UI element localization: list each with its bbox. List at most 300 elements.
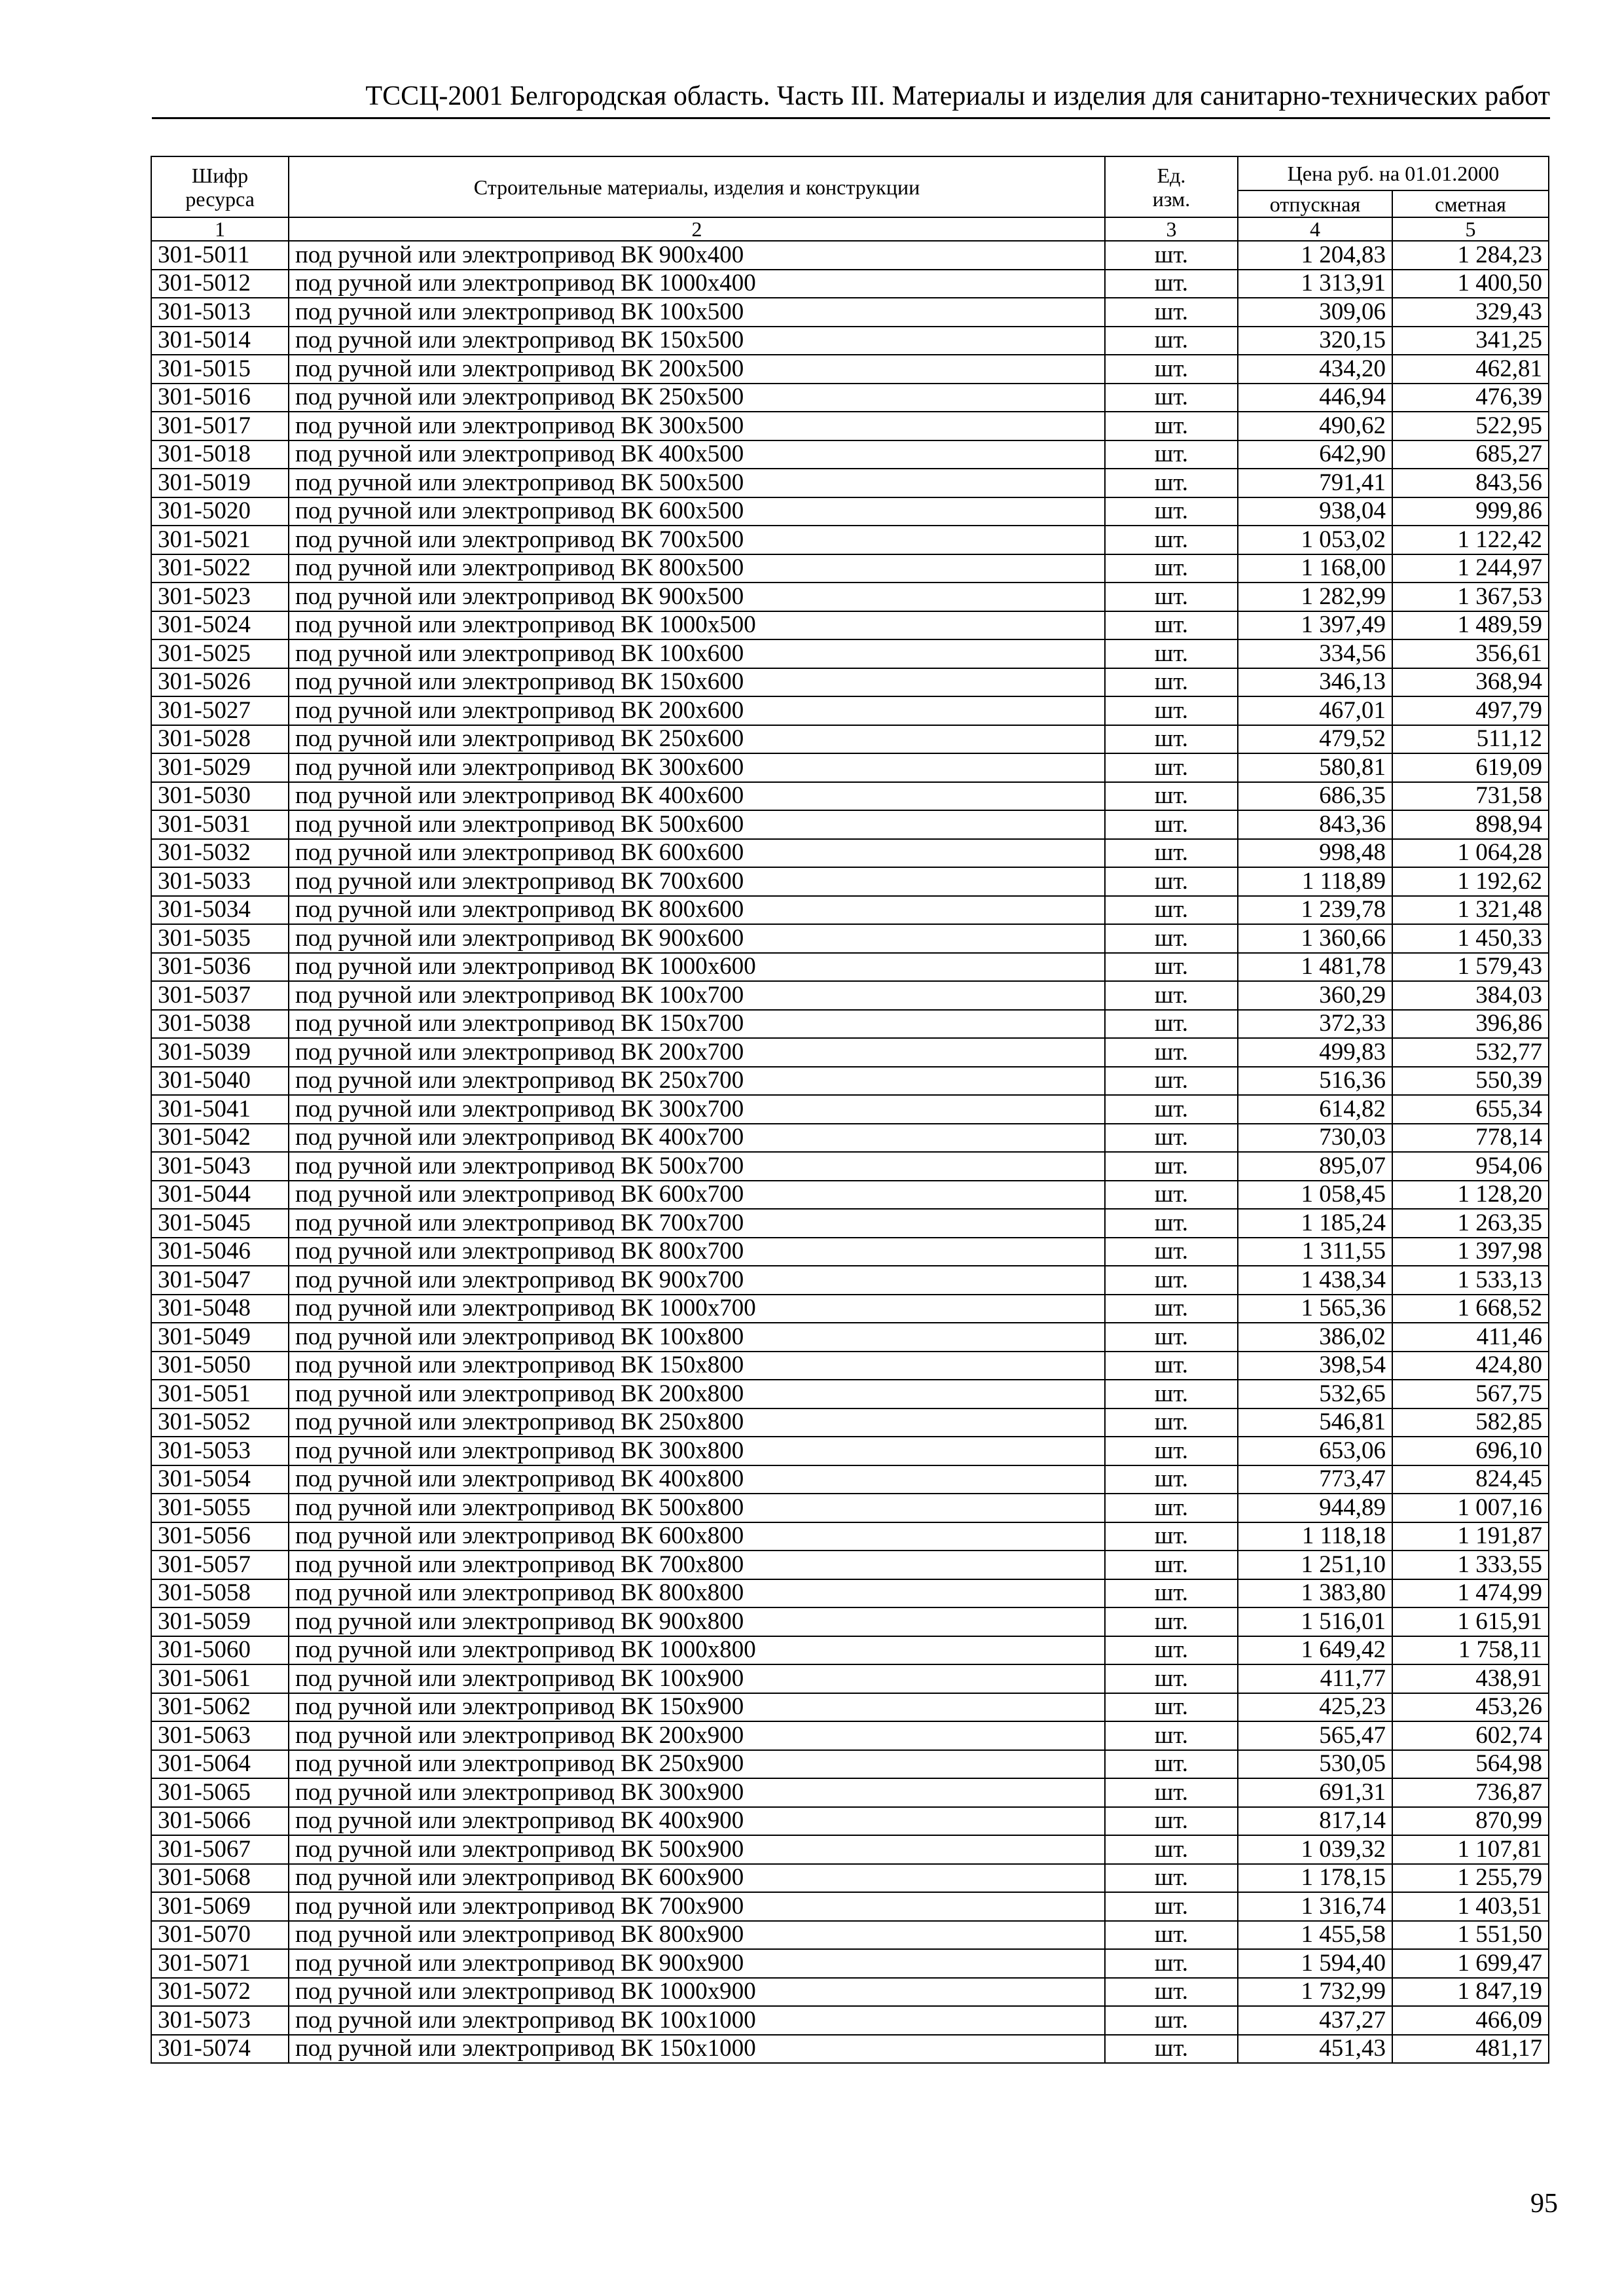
resource-code-cell: 301-5051 (151, 1380, 289, 1408)
material-name-cell: под ручной или электропривод ВК 500х800 (289, 1494, 1105, 1522)
release-price-cell: 530,05 (1238, 1750, 1392, 1779)
table-row (151, 1721, 1549, 1750)
unit-cell: шт. (1105, 1551, 1238, 1579)
table-row (151, 725, 1549, 754)
release-price-cell: 467,01 (1238, 696, 1392, 725)
estimate-price-cell: 424,80 (1392, 1352, 1549, 1380)
resource-code-cell: 301-5069 (151, 1892, 289, 1921)
table-row (151, 1864, 1549, 1893)
resource-code-cell: 301-5055 (151, 1494, 289, 1522)
header-divider (152, 117, 1550, 119)
estimate-price-cell: 602,74 (1392, 1721, 1549, 1750)
table-row (151, 611, 1549, 640)
release-price-cell: 1 311,55 (1238, 1238, 1392, 1266)
estimate-price-cell: 1 668,52 (1392, 1295, 1549, 1323)
resource-code-cell: 301-5040 (151, 1067, 289, 1096)
estimate-price-cell: 384,03 (1392, 981, 1549, 1010)
resource-code-cell: 301-5057 (151, 1551, 289, 1579)
estimate-price-cell: 1 107,81 (1392, 1835, 1549, 1864)
material-name-cell: под ручной или электропривод ВК 250х800 (289, 1408, 1105, 1437)
estimate-price-cell: 1 758,11 (1392, 1636, 1549, 1665)
resource-code-cell: 301-5063 (151, 1721, 289, 1750)
release-price-cell: 1 282,99 (1238, 583, 1392, 611)
resource-code-cell: 301-5056 (151, 1522, 289, 1551)
estimate-price-cell: 1 489,59 (1392, 611, 1549, 640)
unit-cell: шт. (1105, 1295, 1238, 1323)
table-row (151, 1295, 1549, 1323)
table-row (151, 1038, 1549, 1067)
unit-cell: шт. (1105, 1636, 1238, 1665)
release-price-cell: 532,65 (1238, 1380, 1392, 1408)
unit-cell: шт. (1105, 1209, 1238, 1238)
release-price-cell: 309,06 (1238, 298, 1392, 327)
resource-code-cell: 301-5073 (151, 2006, 289, 2035)
estimate-price-cell: 1 333,55 (1392, 1551, 1549, 1579)
resource-code-cell: 301-5011 (151, 241, 289, 270)
resource-code-cell: 301-5044 (151, 1181, 289, 1210)
estimate-price-cell: 1 244,97 (1392, 554, 1549, 583)
estimate-price-cell: 1 128,20 (1392, 1181, 1549, 1210)
table-row (151, 1152, 1549, 1181)
release-price-cell: 499,83 (1238, 1038, 1392, 1067)
release-price-cell: 1 053,02 (1238, 526, 1392, 554)
table-row (151, 1095, 1549, 1124)
estimate-price-cell: 522,95 (1392, 412, 1549, 440)
table-row (151, 583, 1549, 611)
unit-cell: шт. (1105, 782, 1238, 811)
unit-cell: шт. (1105, 1408, 1238, 1437)
resource-code-cell: 301-5049 (151, 1323, 289, 1352)
release-price-cell: 1 481,78 (1238, 953, 1392, 982)
material-name-cell: под ручной или электропривод ВК 700х800 (289, 1551, 1105, 1579)
table-row (151, 469, 1549, 497)
unit-cell: шт. (1105, 412, 1238, 440)
resource-code-cell: 301-5016 (151, 384, 289, 412)
table-row (151, 1693, 1549, 1722)
material-name-cell: под ручной или электропривод ВК 250х500 (289, 384, 1105, 412)
table-row (151, 1551, 1549, 1579)
resource-code-cell: 301-5029 (151, 753, 289, 782)
unit-cell: шт. (1105, 839, 1238, 868)
column-header-estimate-price: сметная (1392, 190, 1549, 217)
unit-cell: шт. (1105, 611, 1238, 640)
resource-code-cell: 301-5048 (151, 1295, 289, 1323)
column-header-price-group: Цена руб. на 01.01.2000 (1238, 156, 1549, 190)
material-name-cell: под ручной или электропривод ВК 900х800 (289, 1607, 1105, 1636)
release-price-cell: 386,02 (1238, 1323, 1392, 1352)
table-row (151, 1664, 1549, 1693)
table-row (151, 2035, 1549, 2064)
estimate-price-cell: 1 192,62 (1392, 867, 1549, 896)
estimate-price-cell: 1 263,35 (1392, 1209, 1549, 1238)
release-price-cell: 1 438,34 (1238, 1266, 1392, 1295)
release-price-cell: 691,31 (1238, 1778, 1392, 1807)
release-price-cell: 1 251,10 (1238, 1551, 1392, 1579)
unit-cell: шт. (1105, 1380, 1238, 1408)
unit-cell: шт. (1105, 810, 1238, 839)
table-row (151, 696, 1549, 725)
unit-cell: шт. (1105, 924, 1238, 953)
resource-code-cell: 301-5066 (151, 1807, 289, 1836)
release-price-cell: 434,20 (1238, 355, 1392, 384)
resource-code-cell: 301-5043 (151, 1152, 289, 1181)
table-row (151, 1380, 1549, 1408)
release-price-cell: 938,04 (1238, 497, 1392, 526)
resource-code-cell: 301-5036 (151, 953, 289, 982)
table-row (151, 1465, 1549, 1494)
resource-code-cell: 301-5034 (151, 896, 289, 925)
table-row (151, 1124, 1549, 1153)
unit-cell: шт. (1105, 668, 1238, 697)
release-price-cell: 1 185,24 (1238, 1209, 1392, 1238)
unit-cell: шт. (1105, 1864, 1238, 1893)
material-name-cell: под ручной или электропривод ВК 1000х800 (289, 1636, 1105, 1665)
release-price-cell: 451,43 (1238, 2035, 1392, 2064)
table-row (151, 1949, 1549, 1978)
material-name-cell: под ручной или электропривод ВК 400х900 (289, 1807, 1105, 1836)
table-row (151, 1892, 1549, 1921)
unit-cell: шт. (1105, 1323, 1238, 1352)
unit-cell: шт. (1105, 1067, 1238, 1096)
unit-cell: шт. (1105, 1437, 1238, 1465)
resource-code-cell: 301-5060 (151, 1636, 289, 1665)
material-name-cell: под ручной или электропривод ВК 250х900 (289, 1750, 1105, 1779)
unit-cell: шт. (1105, 2006, 1238, 2035)
unit-cell: шт. (1105, 1181, 1238, 1210)
release-price-cell: 1 118,89 (1238, 867, 1392, 896)
unit-cell: шт. (1105, 1921, 1238, 1950)
resource-code-cell: 301-5037 (151, 981, 289, 1010)
table-row (151, 1209, 1549, 1238)
price-table-body (151, 241, 1549, 2063)
unit-cell: шт. (1105, 583, 1238, 611)
estimate-price-cell: 843,56 (1392, 469, 1549, 497)
page-number: 95 (1530, 2189, 1558, 2219)
unit-cell: шт. (1105, 384, 1238, 412)
estimate-price-cell: 356,61 (1392, 639, 1549, 668)
release-price-cell: 580,81 (1238, 753, 1392, 782)
resource-code-cell: 301-5015 (151, 355, 289, 384)
unit-cell: шт. (1105, 1807, 1238, 1836)
material-name-cell: под ручной или электропривод ВК 900х900 (289, 1949, 1105, 1978)
column-number: 5 (1392, 217, 1549, 241)
estimate-price-cell: 1 007,16 (1392, 1494, 1549, 1522)
material-name-cell: под ручной или электропривод ВК 200х500 (289, 355, 1105, 384)
table-row (151, 1437, 1549, 1465)
release-price-cell: 642,90 (1238, 440, 1392, 469)
estimate-price-cell: 481,17 (1392, 2035, 1549, 2064)
release-price-cell: 411,77 (1238, 1664, 1392, 1693)
release-price-cell: 1 732,99 (1238, 1978, 1392, 2007)
unit-cell: шт. (1105, 497, 1238, 526)
table-row (151, 1494, 1549, 1522)
resource-code-cell: 301-5035 (151, 924, 289, 953)
material-name-cell: под ручной или электропривод ВК 600х900 (289, 1864, 1105, 1893)
column-number: 2 (289, 217, 1105, 241)
material-name-cell: под ручной или электропривод ВК 400х700 (289, 1124, 1105, 1153)
resource-code-cell: 301-5046 (151, 1238, 289, 1266)
estimate-price-cell: 1 579,43 (1392, 953, 1549, 982)
estimate-price-cell: 954,06 (1392, 1152, 1549, 1181)
table-row (151, 1323, 1549, 1352)
estimate-price-cell: 870,99 (1392, 1807, 1549, 1836)
table-row (151, 1607, 1549, 1636)
table-row (151, 384, 1549, 412)
table-row (151, 981, 1549, 1010)
column-header-unit (1105, 156, 1238, 217)
estimate-price-cell: 1 400,50 (1392, 270, 1549, 298)
unit-cell: шт. (1105, 1352, 1238, 1380)
unit-cell: шт. (1105, 1494, 1238, 1522)
column-header-code (151, 156, 289, 217)
unit-cell: шт. (1105, 327, 1238, 355)
estimate-price-cell: 329,43 (1392, 298, 1549, 327)
resource-code-cell: 301-5031 (151, 810, 289, 839)
unit-cell: шт. (1105, 1949, 1238, 1978)
release-price-cell: 334,56 (1238, 639, 1392, 668)
unit-cell: шт. (1105, 953, 1238, 982)
release-price-cell: 1 383,80 (1238, 1579, 1392, 1608)
resource-code-cell: 301-5014 (151, 327, 289, 355)
table-row (151, 867, 1549, 896)
material-name-cell: под ручной или электропривод ВК 150х600 (289, 668, 1105, 697)
resource-code-cell: 301-5065 (151, 1778, 289, 1807)
unit-cell: шт. (1105, 1693, 1238, 1722)
material-name-cell: под ручной или электропривод ВК 250х700 (289, 1067, 1105, 1096)
unit-cell: шт. (1105, 1124, 1238, 1153)
release-price-cell: 565,47 (1238, 1721, 1392, 1750)
estimate-price-cell: 497,79 (1392, 696, 1549, 725)
resource-code-cell: 301-5050 (151, 1352, 289, 1380)
release-price-cell: 998,48 (1238, 839, 1392, 868)
table-row (151, 1921, 1549, 1950)
material-name-cell: под ручной или электропривод ВК 700х600 (289, 867, 1105, 896)
release-price-cell: 1 118,18 (1238, 1522, 1392, 1551)
table-row (151, 554, 1549, 583)
estimate-price-cell: 1 450,33 (1392, 924, 1549, 953)
material-name-cell: под ручной или электропривод ВК 900х400 (289, 241, 1105, 270)
release-price-cell: 686,35 (1238, 782, 1392, 811)
estimate-price-cell: 1 367,53 (1392, 583, 1549, 611)
unit-cell: шт. (1105, 1522, 1238, 1551)
unit-cell: шт. (1105, 526, 1238, 554)
release-price-cell: 614,82 (1238, 1095, 1392, 1124)
estimate-price-cell: 466,09 (1392, 2006, 1549, 2035)
unit-cell: шт. (1105, 981, 1238, 1010)
release-price-cell: 546,81 (1238, 1408, 1392, 1437)
unit-cell: шт. (1105, 241, 1238, 270)
material-name-cell: под ручной или электропривод ВК 500х700 (289, 1152, 1105, 1181)
price-table-header (151, 156, 1549, 241)
column-header-code-label: Шифр ресурса (185, 163, 255, 211)
unit-cell: шт. (1105, 270, 1238, 298)
resource-code-cell: 301-5047 (151, 1266, 289, 1295)
material-name-cell: под ручной или электропривод ВК 800х500 (289, 554, 1105, 583)
estimate-price-cell: 1 321,48 (1392, 896, 1549, 925)
column-header-unit-label: Ед. изм. (1152, 163, 1191, 211)
table-row (151, 1978, 1549, 2007)
table-row (151, 2006, 1549, 2035)
release-price-cell: 773,47 (1238, 1465, 1392, 1494)
table-row (151, 412, 1549, 440)
estimate-price-cell: 619,09 (1392, 753, 1549, 782)
release-price-cell: 730,03 (1238, 1124, 1392, 1153)
material-name-cell: под ручной или электропривод ВК 500х900 (289, 1835, 1105, 1864)
material-name-cell: под ручной или электропривод ВК 800х700 (289, 1238, 1105, 1266)
resource-code-cell: 301-5030 (151, 782, 289, 811)
material-name-cell: под ручной или электропривод ВК 600х800 (289, 1522, 1105, 1551)
table-row (151, 953, 1549, 982)
material-name-cell: под ручной или электропривод ВК 200х900 (289, 1721, 1105, 1750)
release-price-cell: 1 239,78 (1238, 896, 1392, 925)
estimate-price-cell: 532,77 (1392, 1038, 1549, 1067)
resource-code-cell: 301-5072 (151, 1978, 289, 2007)
unit-cell: шт. (1105, 1152, 1238, 1181)
unit-cell: шт. (1105, 753, 1238, 782)
release-price-cell: 1 397,49 (1238, 611, 1392, 640)
release-price-cell: 1 360,66 (1238, 924, 1392, 953)
resource-code-cell: 301-5020 (151, 497, 289, 526)
unit-cell: шт. (1105, 1266, 1238, 1295)
material-name-cell: под ручной или электропривод ВК 250х600 (289, 725, 1105, 754)
resource-code-cell: 301-5033 (151, 867, 289, 896)
table-row (151, 1778, 1549, 1807)
resource-code-cell: 301-5053 (151, 1437, 289, 1465)
material-name-cell: под ручной или электропривод ВК 1000х600 (289, 953, 1105, 982)
estimate-price-cell: 1 191,87 (1392, 1522, 1549, 1551)
column-number: 1 (151, 217, 289, 241)
table-row (151, 1522, 1549, 1551)
estimate-price-cell: 476,39 (1392, 384, 1549, 412)
resource-code-cell: 301-5070 (151, 1921, 289, 1950)
estimate-price-cell: 1 474,99 (1392, 1579, 1549, 1608)
unit-cell: шт. (1105, 1038, 1238, 1067)
resource-code-cell: 301-5025 (151, 639, 289, 668)
release-price-cell: 1 455,58 (1238, 1921, 1392, 1950)
resource-code-cell: 301-5059 (151, 1607, 289, 1636)
estimate-price-cell: 1 064,28 (1392, 839, 1549, 868)
unit-cell: шт. (1105, 1095, 1238, 1124)
material-name-cell: под ручной или электропривод ВК 300х900 (289, 1778, 1105, 1807)
table-row (151, 839, 1549, 868)
unit-cell: шт. (1105, 355, 1238, 384)
material-name-cell: под ручной или электропривод ВК 900х600 (289, 924, 1105, 953)
release-price-cell: 944,89 (1238, 1494, 1392, 1522)
release-price-cell: 446,94 (1238, 384, 1392, 412)
material-name-cell: под ручной или электропривод ВК 150х700 (289, 1010, 1105, 1039)
material-name-cell: под ручной или электропривод ВК 100х900 (289, 1664, 1105, 1693)
resource-code-cell: 301-5041 (151, 1095, 289, 1124)
resource-code-cell: 301-5067 (151, 1835, 289, 1864)
material-name-cell: под ручной или электропривод ВК 400х600 (289, 782, 1105, 811)
table-row (151, 241, 1549, 270)
estimate-price-cell: 1 255,79 (1392, 1864, 1549, 1893)
resource-code-cell: 301-5028 (151, 725, 289, 754)
resource-code-cell: 301-5021 (151, 526, 289, 554)
unit-cell: шт. (1105, 2035, 1238, 2064)
material-name-cell: под ручной или электропривод ВК 150х500 (289, 327, 1105, 355)
estimate-price-cell: 1 533,13 (1392, 1266, 1549, 1295)
estimate-price-cell: 1 403,51 (1392, 1892, 1549, 1921)
material-name-cell: под ручной или электропривод ВК 600х500 (289, 497, 1105, 526)
resource-code-cell: 301-5058 (151, 1579, 289, 1608)
release-price-cell: 360,29 (1238, 981, 1392, 1010)
release-price-cell: 843,36 (1238, 810, 1392, 839)
resource-code-cell: 301-5032 (151, 839, 289, 868)
resource-code-cell: 301-5042 (151, 1124, 289, 1153)
resource-code-cell: 301-5061 (151, 1664, 289, 1693)
table-row (151, 1636, 1549, 1665)
resource-code-cell: 301-5052 (151, 1408, 289, 1437)
resource-code-cell: 301-5017 (151, 412, 289, 440)
estimate-price-cell: 1 284,23 (1392, 241, 1549, 270)
material-name-cell: под ручной или электропривод ВК 200х800 (289, 1380, 1105, 1408)
material-name-cell: под ручной или электропривод ВК 1000х500 (289, 611, 1105, 640)
material-name-cell: под ручной или электропривод ВК 300х700 (289, 1095, 1105, 1124)
resource-code-cell: 301-5027 (151, 696, 289, 725)
estimate-price-cell: 396,86 (1392, 1010, 1549, 1039)
resource-code-cell: 301-5064 (151, 1750, 289, 1779)
estimate-price-cell: 655,34 (1392, 1095, 1549, 1124)
material-name-cell: под ручной или электропривод ВК 100х1000 (289, 2006, 1105, 2035)
estimate-price-cell: 453,26 (1392, 1693, 1549, 1722)
resource-code-cell: 301-5026 (151, 668, 289, 697)
unit-cell: шт. (1105, 867, 1238, 896)
material-name-cell: под ручной или электропривод ВК 100х600 (289, 639, 1105, 668)
resource-code-cell: 301-5062 (151, 1693, 289, 1722)
table-row (151, 1010, 1549, 1039)
material-name-cell: под ручной или электропривод ВК 150х900 (289, 1693, 1105, 1722)
unit-cell: шт. (1105, 725, 1238, 754)
estimate-price-cell: 685,27 (1392, 440, 1549, 469)
unit-cell: шт. (1105, 1835, 1238, 1864)
estimate-price-cell: 550,39 (1392, 1067, 1549, 1096)
estimate-price-cell: 824,45 (1392, 1465, 1549, 1494)
release-price-cell: 372,33 (1238, 1010, 1392, 1039)
material-name-cell: под ручной или электропривод ВК 500х500 (289, 469, 1105, 497)
estimate-price-cell: 696,10 (1392, 1437, 1549, 1465)
material-name-cell: под ручной или электропривод ВК 700х500 (289, 526, 1105, 554)
table-row (151, 1238, 1549, 1266)
material-name-cell: под ручной или электропривод ВК 700х900 (289, 1892, 1105, 1921)
estimate-price-cell: 736,87 (1392, 1778, 1549, 1807)
material-name-cell: под ручной или электропривод ВК 300х500 (289, 412, 1105, 440)
release-price-cell: 791,41 (1238, 469, 1392, 497)
column-header-name: Строительные материалы, изделия и конструкции (289, 156, 1105, 217)
table-row (151, 753, 1549, 782)
estimate-price-cell: 898,94 (1392, 810, 1549, 839)
release-price-cell: 346,13 (1238, 668, 1392, 697)
table-row (151, 355, 1549, 384)
table-row (151, 298, 1549, 327)
release-price-cell: 1 594,40 (1238, 1949, 1392, 1978)
unit-cell: шт. (1105, 1978, 1238, 2007)
unit-cell: шт. (1105, 1465, 1238, 1494)
release-price-cell: 320,15 (1238, 327, 1392, 355)
table-row (151, 1266, 1549, 1295)
material-name-cell: под ручной или электропривод ВК 300х800 (289, 1437, 1105, 1465)
resource-code-cell: 301-5024 (151, 611, 289, 640)
unit-cell: шт. (1105, 469, 1238, 497)
material-name-cell: под ручной или электропривод ВК 600х700 (289, 1181, 1105, 1210)
table-row (151, 526, 1549, 554)
estimate-price-cell: 1 699,47 (1392, 1949, 1549, 1978)
table-row (151, 639, 1549, 668)
release-price-cell: 479,52 (1238, 725, 1392, 754)
unit-cell: шт. (1105, 1750, 1238, 1779)
unit-cell: шт. (1105, 440, 1238, 469)
unit-cell: шт. (1105, 1778, 1238, 1807)
